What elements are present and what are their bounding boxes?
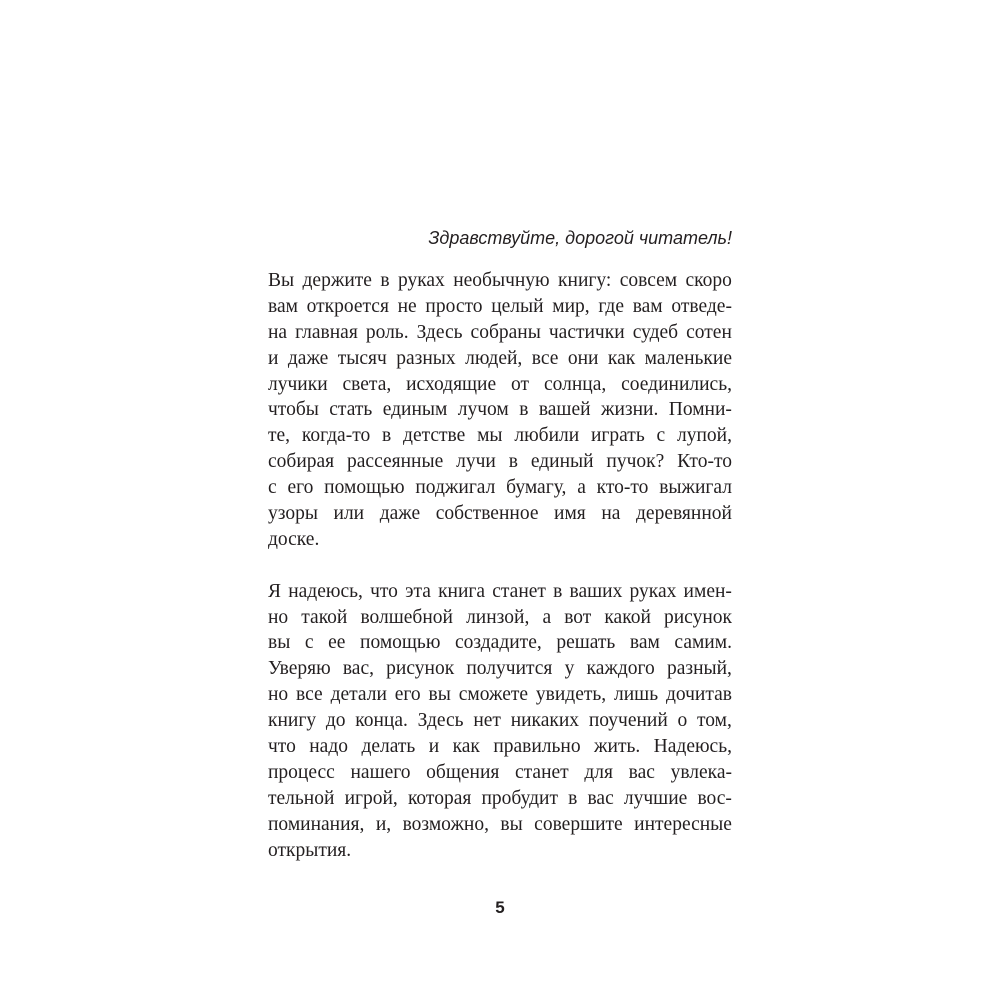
word: волшебной (360, 606, 453, 628)
word: те, (268, 425, 291, 447)
word: которая (407, 787, 472, 809)
word: книгу (268, 710, 317, 732)
word: разных (396, 347, 456, 369)
word: солнца, (543, 373, 607, 395)
text-line (268, 734, 732, 760)
word: Кто-то (677, 451, 732, 473)
word: тысяч (337, 347, 387, 369)
word: сможете (458, 684, 529, 706)
word: жизни. (600, 399, 659, 421)
word: не (397, 295, 417, 317)
text-line (268, 475, 732, 501)
word: что (268, 736, 296, 758)
word: судеб (632, 321, 679, 343)
word: том, (697, 710, 732, 732)
word: рисунок (663, 606, 732, 628)
word: надеюсь, (288, 580, 363, 602)
word: все (531, 347, 559, 369)
word: линзой, (466, 606, 530, 628)
word: но (268, 684, 289, 706)
word: играть (590, 425, 645, 447)
word: или (333, 503, 365, 525)
word: его (287, 477, 314, 499)
paragraph-spacer (268, 553, 732, 579)
text-line (268, 423, 732, 449)
word: вы (268, 632, 291, 654)
word: до (325, 710, 346, 732)
word: но (268, 606, 289, 628)
word: эта (405, 580, 431, 602)
word: ее (328, 632, 346, 654)
word: где (598, 295, 624, 317)
word: собирая (268, 451, 335, 473)
word: просто (425, 295, 483, 317)
word: делать (361, 736, 416, 758)
word: нашего (350, 761, 411, 783)
text-line (268, 760, 732, 786)
word: света, (342, 373, 392, 395)
word: поучений (588, 710, 668, 732)
word: скоро (685, 270, 732, 291)
text-line (268, 605, 732, 631)
word: открытия. (268, 839, 352, 861)
word: маленькие (644, 347, 732, 369)
word: выжигал (659, 477, 732, 499)
word: вот (564, 606, 592, 628)
word: для (584, 761, 613, 783)
word: бумагу, (506, 477, 567, 499)
word: такой (301, 606, 348, 628)
word: в (380, 270, 390, 291)
text-line (268, 449, 732, 475)
word: лишь (614, 684, 659, 706)
word: вам (268, 295, 298, 317)
word: в (553, 580, 563, 602)
word: сотен (686, 321, 732, 343)
word: игрой, (344, 787, 398, 809)
text-line (268, 346, 732, 372)
word: лупой, (676, 425, 732, 447)
word: увидеть, (535, 684, 607, 706)
word: чтобы (268, 399, 319, 421)
word: с (268, 477, 277, 499)
word: нет (473, 710, 501, 732)
word: получится (466, 658, 553, 680)
word: возможно, (402, 813, 489, 835)
word: лучшие (623, 787, 688, 809)
text-line (268, 708, 732, 734)
paragraph-2 (268, 579, 732, 864)
word: у (564, 658, 575, 680)
word: никаких (510, 710, 580, 732)
word: книгу: (558, 270, 612, 291)
word: доске. (268, 528, 320, 550)
word: а (577, 477, 586, 499)
word: а (542, 606, 552, 628)
word: решать (556, 632, 616, 654)
paragraph-1 (268, 268, 732, 553)
word: и, (375, 813, 392, 835)
word: единый (530, 451, 594, 473)
word: имя (554, 503, 586, 525)
text-line (268, 294, 732, 320)
word: руках (629, 580, 677, 602)
word: как (607, 347, 636, 369)
word: людей, (465, 347, 523, 369)
word: вам (629, 632, 660, 654)
word: в (568, 787, 578, 809)
word: разный, (666, 658, 732, 680)
word: процесс (268, 761, 335, 783)
word: как (452, 736, 480, 758)
word: рассеянные (347, 451, 444, 473)
word: Я (268, 580, 282, 602)
word: совсем (619, 270, 678, 291)
word: конца. (355, 710, 408, 732)
word: с (304, 632, 314, 654)
text-line (268, 682, 732, 708)
word: деревянной (636, 503, 732, 525)
word: какой (604, 606, 651, 628)
text-line (268, 372, 732, 398)
word: Помни- (668, 399, 732, 421)
word: роль. (365, 321, 409, 343)
word: в (508, 451, 518, 473)
word: единым (382, 399, 448, 421)
text-block (268, 226, 732, 863)
word: даже (287, 347, 329, 369)
word: Надеюсь, (653, 736, 732, 758)
text-line (268, 268, 732, 294)
word: создадите, (454, 632, 542, 654)
word: главная (295, 321, 358, 343)
word: руках (397, 270, 445, 291)
word: и (268, 347, 279, 369)
word: детали (330, 684, 387, 706)
word: держите (302, 270, 372, 291)
word: даже (379, 503, 421, 525)
word: с (656, 425, 666, 447)
text-line (268, 320, 732, 346)
word: тельной (268, 787, 335, 809)
word: помощью (360, 632, 441, 654)
word: лучи (456, 451, 496, 473)
word: пучок? (606, 451, 665, 473)
word: от (511, 373, 530, 395)
word: его (394, 684, 421, 706)
word: детстве (403, 425, 466, 447)
word: вы (500, 813, 523, 835)
text-line (268, 579, 732, 605)
word: откроется (306, 295, 389, 317)
text-line (268, 812, 732, 838)
word: надо (309, 736, 349, 758)
word: книга (438, 580, 486, 602)
word: помощью (324, 477, 405, 499)
word: в (382, 425, 392, 447)
word: лучики (268, 373, 328, 395)
word: о (677, 710, 688, 732)
word: на (601, 503, 621, 525)
word: правильно (493, 736, 581, 758)
word: в (519, 399, 529, 421)
word: дочитав (665, 684, 732, 706)
word: отведе- (671, 295, 732, 317)
word: собраны (470, 321, 541, 343)
word: вам (632, 295, 663, 317)
word: ваших (569, 580, 623, 602)
word: увлека- (670, 761, 732, 783)
word: целый (491, 295, 544, 317)
text-line (268, 527, 732, 553)
word: Уверяю (268, 658, 331, 680)
word: узоры (268, 503, 318, 525)
word: каждого (586, 658, 655, 680)
word: мир, (552, 295, 590, 317)
text-line (268, 656, 732, 682)
word: кто-то (596, 477, 649, 499)
word: частички (548, 321, 625, 343)
page-heading: Здравствуйте, дорогой читатель! (428, 228, 732, 248)
word: поминания, (268, 813, 365, 835)
word: когда-то (301, 425, 371, 447)
word: исходящие (406, 373, 497, 395)
word: стать (329, 399, 373, 421)
word: любили (514, 425, 580, 447)
word: Вы (268, 270, 295, 291)
word: они (567, 347, 599, 369)
word: вы (428, 684, 451, 706)
word: жить. (594, 736, 641, 758)
word: имен- (683, 580, 732, 602)
word: вас (628, 761, 655, 783)
word: все (296, 684, 323, 706)
word: мы (477, 425, 503, 447)
word: интересные (634, 813, 732, 835)
word: Здесь (417, 710, 464, 732)
page-number: 5 (495, 898, 505, 917)
word: что (370, 580, 398, 602)
word: вос- (697, 787, 732, 809)
word: вашей (538, 399, 591, 421)
word: соединились, (621, 373, 732, 395)
word: станет (515, 761, 569, 783)
text-line (268, 630, 732, 656)
word: Здесь (416, 321, 463, 343)
word: вас, (342, 658, 374, 680)
word: общения (426, 761, 500, 783)
word: необычную (453, 270, 550, 291)
text-line (268, 501, 732, 527)
word: рисунок (386, 658, 455, 680)
word: на (268, 321, 288, 343)
word: пробудит (481, 787, 558, 809)
word: собственное (435, 503, 539, 525)
text-line (268, 397, 732, 423)
word: лучом (457, 399, 509, 421)
text-line (268, 838, 732, 864)
heading-spacer (268, 250, 732, 268)
word: и (428, 736, 440, 758)
word: станет (492, 580, 546, 602)
word: поджигал (415, 477, 496, 499)
word: вас (587, 787, 614, 809)
word: самим. (674, 632, 732, 654)
text-line (268, 786, 732, 812)
word: совершите (534, 813, 623, 835)
